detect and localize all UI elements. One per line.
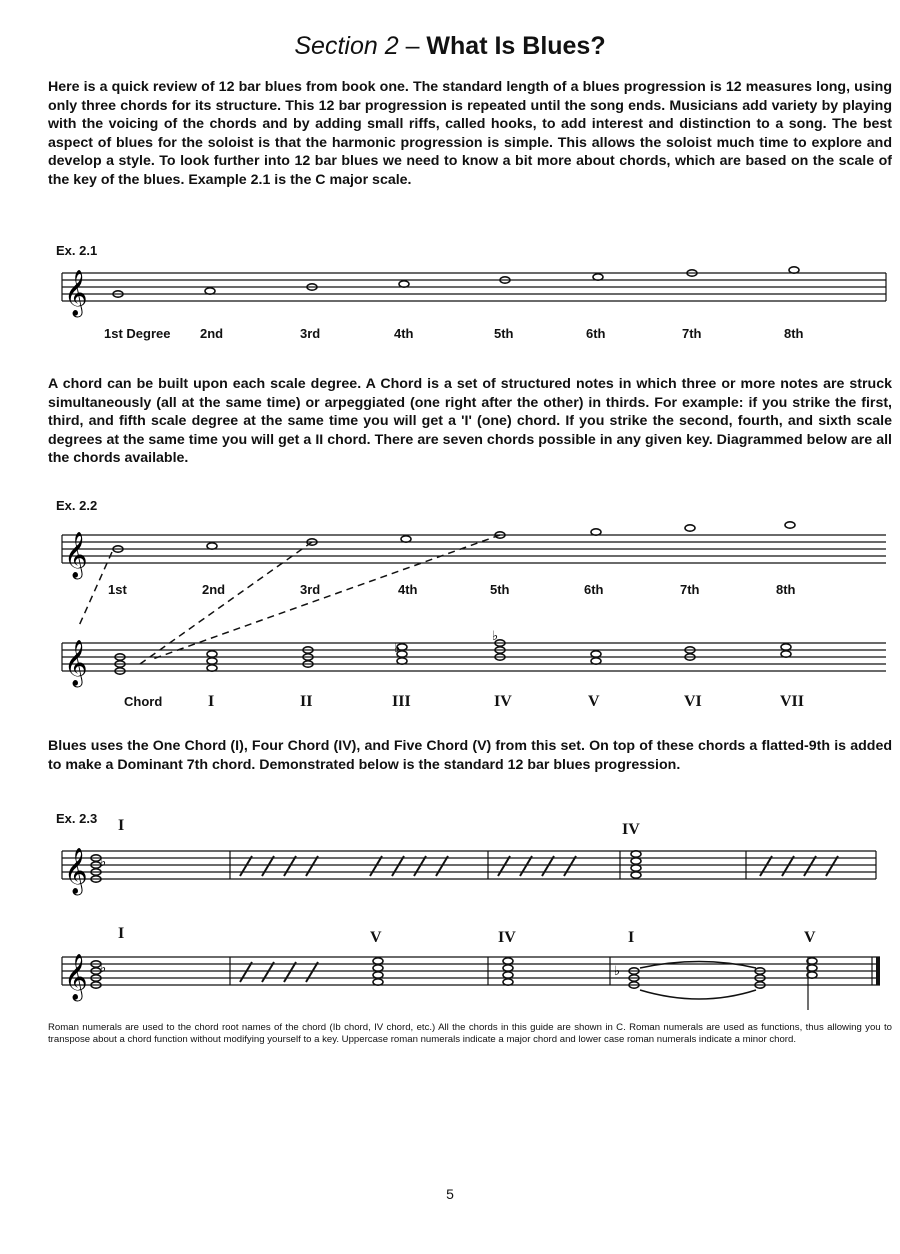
flat-icon: ♭ [100,855,107,870]
section-label: Section 2 [294,32,399,60]
degree-label: 7th [680,582,700,597]
chord-mark: I [628,929,635,946]
chord-numeral: III [392,693,411,710]
flat-icon: ♭ [100,961,107,976]
footnote: Roman numerals are used to the chord root names of the chord (Ib chord, IV chord, etc.) All the chords in this guide are shown in C. Roman numerals are used as functions, thus allowing you to transpose about a chord function without modifying yourself to a key. Uppercase roman numerals indicate a major chord and lower case roman numerals indicate a minor chord. [48,1022,892,1045]
treble-clef-icon: 𝄞 [64,270,88,316]
degree-label: 4th [398,582,418,597]
title-separator: – [398,32,427,60]
degree-label: 5th [494,326,514,341]
title-heading: What Is Blues? [426,32,606,60]
page-number: 5 [446,1186,454,1202]
chords-paragraph: A chord can be built upon each scale degree. A Chord is a set of structured notes in which three or more notes are struck simultaneously (all at the same time) or arpeggiated (one right after the other) in thirds. For example: if you strike the first, third, and fifth scale degree at the same time you will get a 'I' (one) chord. If you strike the second, fourth, and sixth scale degrees at the same time you will get a II chord. There are seven chords possible in any given key. Diagrammed below are all the chords available. [48,376,892,467]
degree-label: 2nd [200,326,224,341]
degree-label: 8th [776,582,796,597]
chord-mark: IV [622,821,640,838]
treble-clef-icon: 𝄞 [64,640,88,686]
chord-numeral: I [208,693,215,710]
chord-numeral: II [300,693,313,710]
degree-label: 3rd [300,326,321,341]
intro-paragraph: Here is a quick review of 12 bar blues from book one. The standard length of a blues progression is 12 measures long, using only three chords for its structure. This 12 bar progression is repeated until the song ends. Musicians add variety by playing with the voicing of the chords and by adding small riffs, called hooks, to add interest and distinction to a song. The best aspect of blues for the soloist is that the harmonic progression is simple. This allows the soloist much time to explore and develop a style. To look further into 12 bar blues we need to know a bit more about chords, which are based on the scale of the key of the blues. Example 2.1 is the C major scale. [48,79,892,188]
example-2-3-label: Ex. 2.3 [56,811,98,826]
chord-row-label: Chord [124,694,163,709]
chord-numeral: VI [684,693,702,710]
example-2-1-label: Ex. 2.1 [56,243,98,258]
degree-label: 8th [784,326,804,341]
chord-mark: IV [498,929,516,946]
chord-mark: I [118,817,125,834]
flat-icon: ♭ [492,629,499,644]
chord-numeral: V [588,693,600,710]
example-2-2-label: Ex. 2.2 [56,498,98,513]
treble-clef-icon: 𝄞 [64,954,88,1000]
chord-mark: V [370,929,382,946]
chord-mark: I [118,925,125,942]
degree-label: 2nd [202,582,226,597]
page-title [0,32,900,61]
treble-clef-icon: 𝄞 [64,532,88,578]
progression-paragraph: Blues uses the One Chord (I), Four Chord (IV), and Five Chord (V) from this set. On top of these chords a flatted-9th is added to make a Dominant 7th chord. Demonstrated below is the standard 12 bar blues progression. [48,738,892,773]
degree-label: 6th [586,326,606,341]
degree-label: 1st Degree [104,326,171,341]
degree-label: 1st [108,582,127,597]
degree-label: 3rd [300,582,321,597]
chord-mark: V [804,929,816,946]
flat-icon: ♭ [614,964,621,979]
degree-label: 4th [394,326,414,341]
treble-clef-icon: 𝄞 [64,848,88,894]
chord-numeral: IV [494,693,512,710]
flat-icon: ♭ [394,641,401,656]
chord-numeral: VII [780,693,805,710]
degree-label: 6th [584,582,604,597]
degree-label: 7th [682,326,702,341]
degree-label: 5th [490,582,510,597]
